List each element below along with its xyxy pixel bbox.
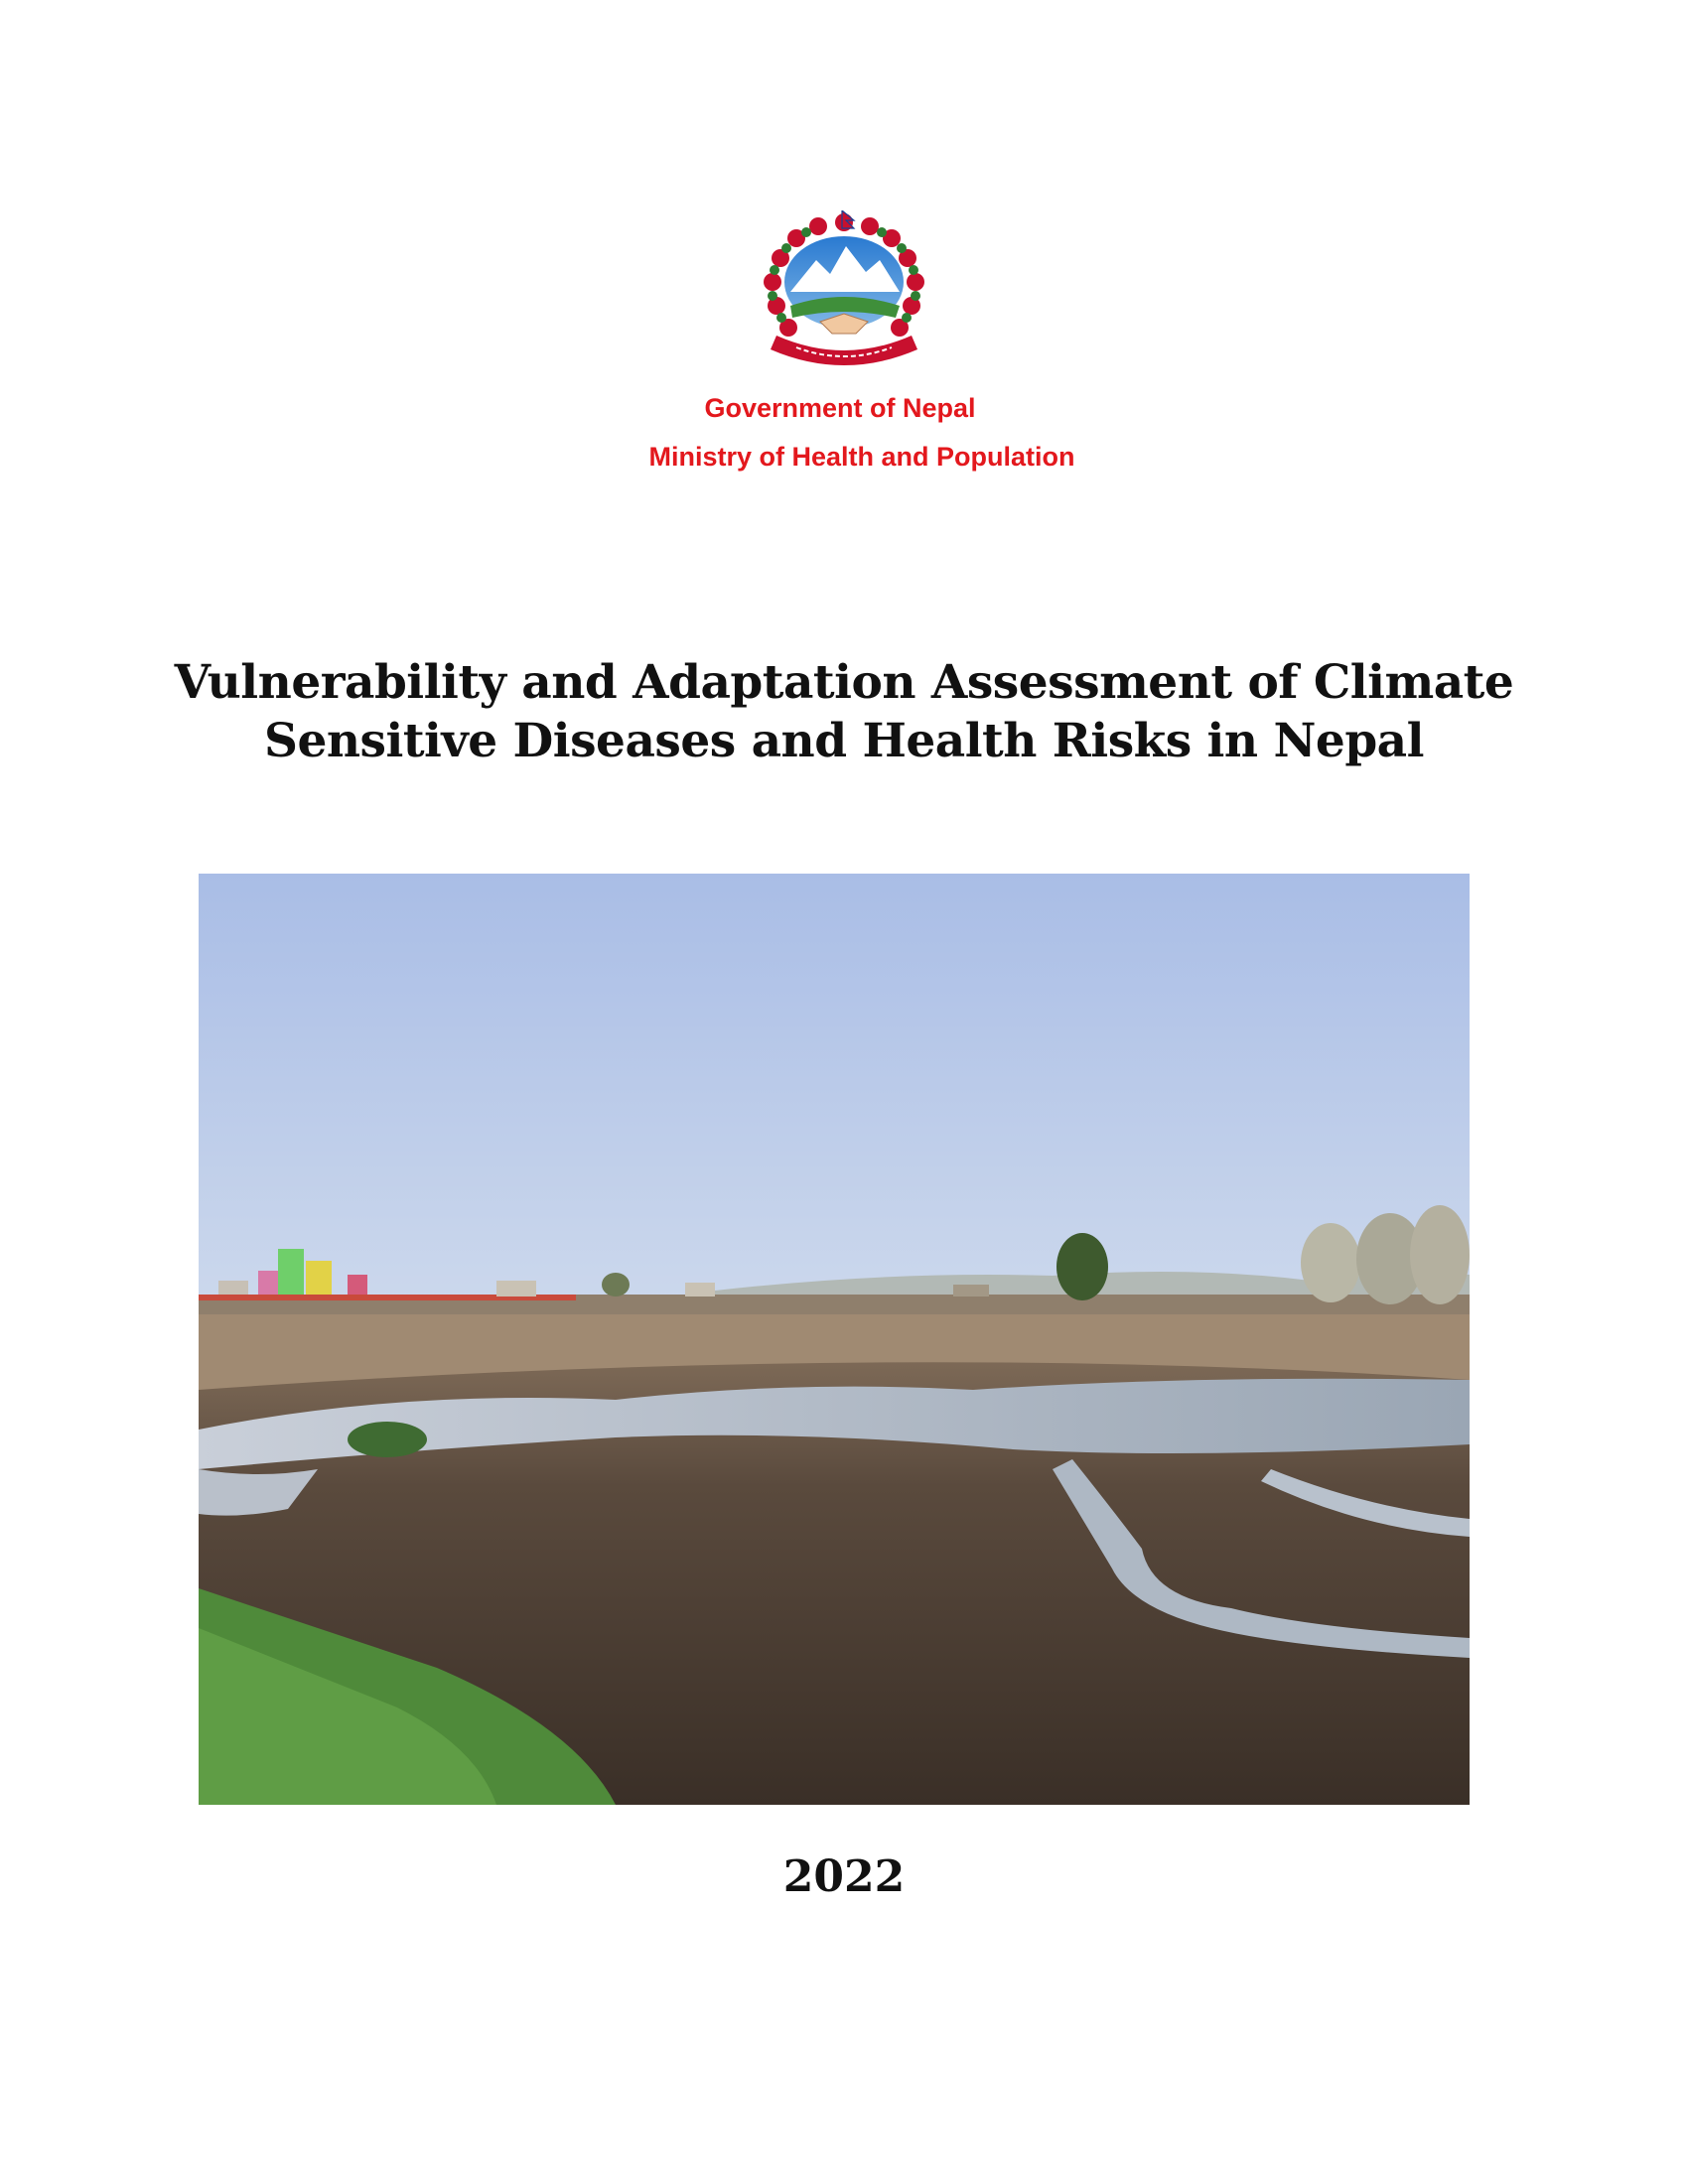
report-title-line-1: Vulnerability and Adaptation Assessment of Climate <box>174 655 1514 710</box>
government-name: Government of Nepal <box>704 393 976 423</box>
ministry-name: Ministry of Health and Population <box>648 442 1075 472</box>
wetland-landscape-photo <box>199 874 1470 1805</box>
report-title-line-2: Sensitive Diseases and Health Risks in Nepal <box>264 714 1424 768</box>
report-title <box>99 653 1589 770</box>
publication-year: 2022 <box>782 1851 906 1902</box>
nepal-emblem-icon <box>747 210 941 377</box>
